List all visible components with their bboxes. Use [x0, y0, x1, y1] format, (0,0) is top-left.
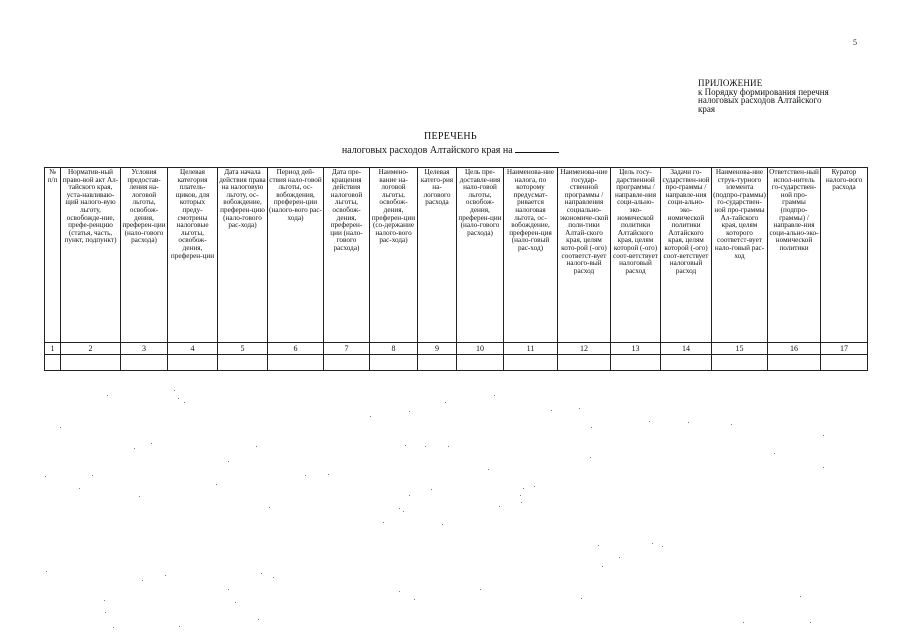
column-header: Целевая катего-рия на-логового расхода — [418, 168, 457, 343]
scan-speck — [649, 421, 650, 422]
table-cell — [558, 355, 611, 371]
column-number: 12 — [558, 343, 611, 355]
scan-speck — [579, 408, 580, 409]
column-number: 6 — [268, 343, 324, 355]
scan-speck — [403, 511, 404, 512]
column-header: Наименова-ние налога, по которому предусмат-ривается налоговая льгота, ос-вобождение, преферен-ция (нало-говый рас-ход) — [504, 168, 558, 343]
column-number: 3 — [121, 343, 168, 355]
page-number: 5 — [853, 38, 857, 47]
column-header: Задачи го-сударствен-ной про-граммы / направле-ния соци-ально-эко-номической политики Алтайского края, целям которой (-ого) соот-ветствует налоговый расход — [661, 168, 712, 343]
column-number: 11 — [504, 343, 558, 355]
scan-speck — [743, 622, 744, 623]
scan-speck — [445, 402, 446, 403]
table-cell — [370, 355, 418, 371]
table-cell — [418, 355, 457, 371]
scan-speck — [551, 410, 552, 411]
column-number: 13 — [611, 343, 661, 355]
scan-speck — [520, 495, 521, 496]
column-header: Цель пре-доставле-ния нало-говой льготы, освобож-дения, преферен-ции (нало-гового расхода) — [457, 168, 504, 343]
scan-speck — [581, 598, 582, 599]
column-number: 15 — [712, 343, 768, 355]
scan-speck — [134, 448, 135, 449]
scan-speck — [598, 545, 599, 546]
scan-speck — [165, 575, 166, 576]
scan-speck — [521, 502, 522, 503]
column-header: Наимено-вание на-логовой льготы, освобож-дения, преферен-ции (со-держание налого-вого рас-хода) — [370, 168, 418, 343]
scan-speck — [431, 489, 432, 490]
scan-speck — [409, 495, 410, 496]
table-cell — [504, 355, 558, 371]
table-cell — [168, 355, 218, 371]
scan-speck — [442, 524, 443, 525]
appendix-title: ПРИЛОЖЕНИЕ — [698, 78, 763, 88]
scan-speck — [823, 435, 824, 436]
scan-speck — [261, 573, 262, 574]
column-header: Условия предостав-ления на-логовой льготы, освобож-дения, преферен-ции (нало-гового расхода) — [121, 168, 168, 343]
date-blank-line — [515, 143, 559, 153]
column-number: 9 — [418, 343, 457, 355]
scan-speck — [235, 602, 236, 603]
table-header-row — [45, 168, 868, 343]
scan-speck — [399, 591, 400, 592]
table-cell — [61, 355, 121, 371]
scan-speck — [534, 486, 535, 487]
scan-speck — [590, 457, 591, 458]
scan-speck — [383, 522, 384, 523]
table-cell — [821, 355, 868, 371]
scan-speck — [139, 496, 140, 497]
table-cell — [611, 355, 661, 371]
scan-speck — [228, 461, 229, 462]
column-number: 5 — [218, 343, 268, 355]
scan-speck — [405, 445, 406, 446]
column-header: Дата начала действия права на налоговую льготу, ос-вобождение, преферен-цию (нало-гового рас-хода) — [218, 168, 268, 343]
scan-speck — [305, 475, 306, 476]
scan-speck — [216, 484, 217, 485]
scan-speck — [731, 424, 732, 425]
scan-speck — [184, 402, 185, 403]
appendix-block — [698, 79, 868, 113]
table-cell — [457, 355, 504, 371]
scan-speck — [810, 622, 811, 623]
document-title: ПЕРЕЧЕНЬ — [424, 131, 477, 142]
column-number: 1 — [45, 343, 61, 355]
scan-speck — [499, 506, 500, 507]
table-cell — [661, 355, 712, 371]
scan-speck — [256, 446, 257, 447]
scan-speck — [273, 577, 274, 578]
scan-speck — [494, 395, 495, 396]
appendix-line: к Порядку формирования перечня — [698, 86, 829, 97]
scan-speck — [178, 398, 179, 399]
scan-speck — [258, 619, 259, 620]
table-cell — [712, 355, 768, 371]
column-header: Наименова-ние струк-турного элемента (подпро-граммы) го-сударствен-ной про-граммы Ал-тайского края, целям которого соответст-вует нало-говый рас-ход — [712, 168, 768, 343]
scan-speck — [414, 599, 415, 600]
column-header: Целевая категория платель-щиков, для которых преду-смотрены налоговые льготы, освобож-дения, преферен-ции — [168, 168, 218, 343]
scan-speck — [105, 612, 106, 613]
column-header: Норматив-ный право-вой акт Ал-тайского края, уста-навливаю-щий налого-вую льготу, освобожде-ние, префе-ренцию (статья, часть, пункт, подпункт) — [61, 168, 121, 343]
table-empty-row — [45, 355, 868, 371]
scan-speck — [409, 411, 410, 412]
scan-speck — [269, 507, 270, 508]
scan-speck — [45, 476, 46, 477]
scan-speck — [151, 443, 152, 444]
scan-speck — [179, 626, 180, 627]
scan-speck — [425, 446, 426, 447]
column-header: № п/п — [45, 168, 61, 343]
scan-speck — [46, 571, 47, 572]
column-number: 10 — [457, 343, 504, 355]
column-number: 2 — [61, 343, 121, 355]
scan-speck — [104, 600, 105, 601]
scan-speck — [823, 467, 824, 468]
document-subtitle-text: налоговых расходов Алтайского края на — [341, 145, 513, 156]
table-cell — [45, 355, 61, 371]
appendix-line: налоговых расходов Алтайского — [698, 95, 822, 105]
scan-speck — [591, 427, 592, 428]
scan-speck — [228, 589, 229, 590]
column-number: 4 — [168, 343, 218, 355]
scan-speck — [662, 546, 663, 547]
scan-speck — [448, 446, 449, 447]
appendix-line: края — [698, 103, 716, 114]
scan-speck — [488, 469, 489, 470]
scan-speck — [619, 557, 620, 558]
scan-speck — [688, 422, 689, 423]
column-number: 7 — [324, 343, 370, 355]
scan-speck — [774, 453, 775, 454]
scan-speck — [399, 508, 400, 509]
column-header: Цель госу-дарственной программы / направле-ния соци-ально-эко-номической политики Алтайского края, целям которой (-ого) соот-ветствует налоговый расход — [611, 168, 661, 343]
scan-speck — [92, 475, 93, 476]
table-cell — [268, 355, 324, 371]
column-number: 14 — [661, 343, 712, 355]
scan-speck — [602, 566, 603, 567]
document-subtitle — [0, 143, 903, 156]
scan-speck — [174, 390, 175, 391]
column-header: Период дей-ствия нало-говой льготы, ос-вобождения, преферен-ции (налого-вого рас-хода) — [268, 168, 324, 343]
scan-speck — [142, 580, 143, 581]
table-cell — [324, 355, 370, 371]
table-cell — [121, 355, 168, 371]
scan-speck — [79, 488, 80, 489]
column-header: Куратор налого-вого расхода — [821, 168, 868, 343]
scan-speck — [113, 627, 114, 628]
scan-speck — [800, 596, 801, 597]
tax-expenditure-table — [44, 167, 868, 371]
scan-speck — [523, 488, 524, 489]
scan-speck — [652, 543, 653, 544]
scan-speck — [480, 589, 481, 590]
scan-speck — [107, 395, 108, 396]
scan-speck — [60, 427, 61, 428]
scan-speck — [328, 474, 329, 475]
table-number-row — [45, 343, 868, 355]
column-number: 16 — [768, 343, 821, 355]
scan-speck — [370, 416, 371, 417]
table-cell — [218, 355, 268, 371]
column-number: 17 — [821, 343, 868, 355]
column-number: 8 — [370, 343, 418, 355]
column-header: Наименова-ние государ-ственной программы / направления социально-экономиче-ской поли-тики Алтай-ского края, целям кото-рой (-ого) соответст-вует налого-вый расход — [558, 168, 611, 343]
table-cell — [768, 355, 821, 371]
column-header: Ответствен-ный испол-нитель го-сударствен-ной про-граммы (подпро-граммы) / направле-ния соци-ально-эко-номической политики — [768, 168, 821, 343]
column-header: Дата пре-кращения действия налоговой льготы, освобож-дения, преферен-ции (нало-гового расхода) — [324, 168, 370, 343]
